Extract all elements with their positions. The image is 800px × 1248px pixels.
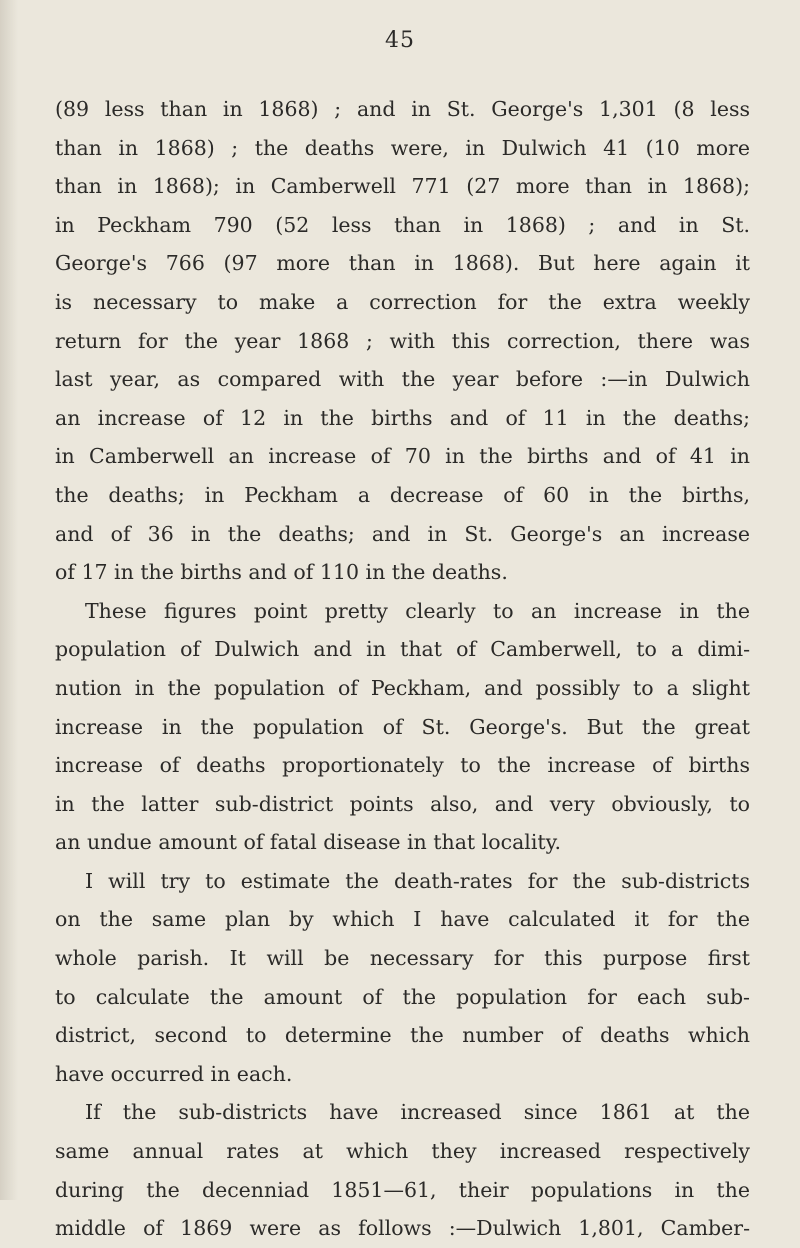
text-line: of 17 in the births and of 110 in the deaths. [55, 560, 508, 585]
text-line: to calculate the amount of the population for each sub- [55, 984, 750, 1009]
text-line: increase of deaths proportionately to the increase of births [55, 753, 750, 778]
text-line: last year, as compared with the year before :—in Dulwich [55, 367, 750, 392]
text-line: in Peckham 790 (52 less than in 1868) ; and in St. [55, 212, 750, 237]
page-number: 45 [385, 28, 415, 53]
text-line: (89 less than in 1868) ; and in St. George's 1,301 (8 less [55, 97, 750, 121]
text-line: I will try to estimate the death-rates for the sub-districts [85, 868, 750, 893]
text-line: district, second to determine the number of deaths which [55, 1023, 750, 1048]
text-line: and of 36 in the deaths; and in St. George's an increase [55, 521, 750, 546]
text-line: on the same plan by which I have calculated it for the [55, 907, 750, 932]
text-line: have occurred in each. [55, 1061, 293, 1086]
text-line: than in 1868); in Camberwell 771 (27 more than in 1868); [55, 174, 750, 199]
text-line: increase in the population of St. George's. But the great [55, 714, 750, 739]
text-line: the deaths; in Peckham a decrease of 60 in the births, [55, 482, 750, 507]
text-line: These figures point pretty clearly to an increase in the [85, 598, 750, 623]
text-line: middle of 1869 were as follows :—Dulwich 1,801, Camber- [55, 1216, 750, 1241]
text-line: an increase of 12 in the births and of 11 in the deaths; [55, 405, 750, 430]
text-line: than in 1868) ; the deaths were, in Dulwich 41 (10 more [55, 135, 750, 160]
text-line: George's 766 (97 more than in 1868). But here again it [55, 251, 750, 276]
text-line: in the latter sub-district points also, and very obviously, to [55, 791, 750, 816]
text-line: same annual rates at which they increased respectively [55, 1139, 750, 1164]
body-text [55, 90, 750, 1248]
text-line: is necessary to make a correction for the extra weekly [55, 289, 750, 314]
text-line: population of Dulwich and in that of Camberwell, to a dimi- [55, 637, 750, 662]
text-line: return for the year 1868 ; with this correction, there was [55, 328, 750, 353]
text-line: an undue amount of fatal disease in that locality. [55, 830, 562, 855]
text-line: nution in the population of Peckham, and possibly to a slight [55, 675, 750, 700]
text-line: in Camberwell an increase of 70 in the births and of 41 in [55, 444, 750, 469]
text-line: If the sub-districts have increased since 1861 at the [85, 1100, 750, 1125]
text-line: during the decenniad 1851—61, their populations in the [55, 1177, 750, 1202]
page-edge-shadow [0, 0, 18, 1200]
text-line: whole parish. It will be necessary for this purpose first [55, 946, 750, 971]
